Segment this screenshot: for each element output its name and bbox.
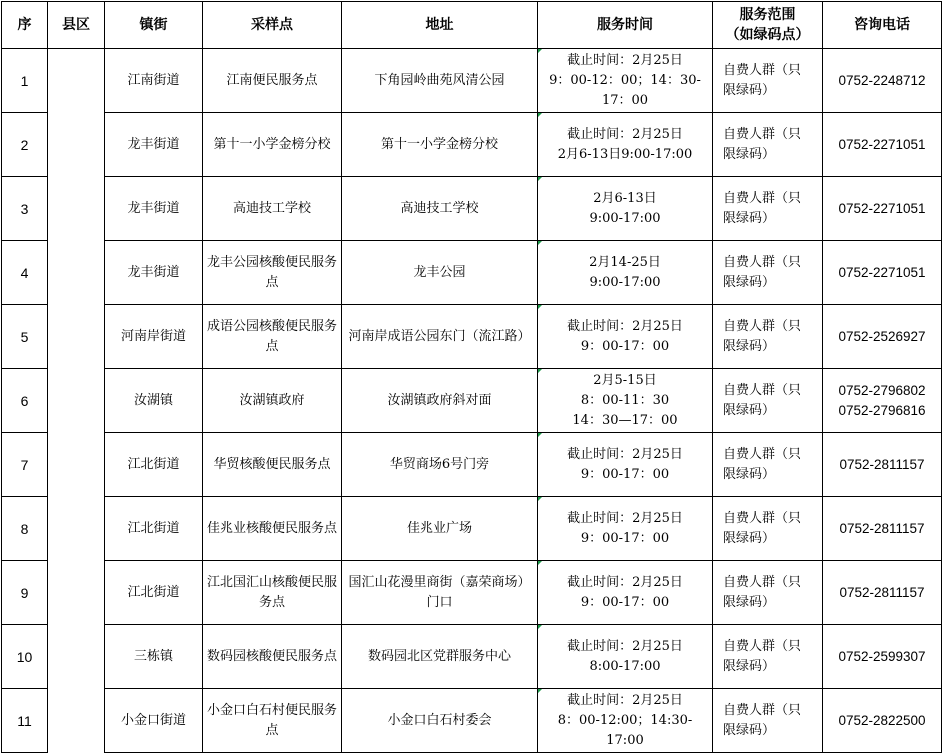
hours-line: 截止时间：2月25日 — [567, 638, 683, 654]
hours-line: 截止时间：2月25日 — [567, 126, 683, 142]
header-scope-line1: 服务范围 — [739, 7, 796, 23]
phone-line: 0752-2599307 — [838, 648, 926, 664]
header-site: 采样点 — [203, 2, 342, 49]
cell-town: 三栋镇 — [105, 625, 203, 689]
cell-scope — [713, 497, 823, 561]
cell-site: 高迪技工学校 — [203, 177, 342, 241]
header-town: 镇街 — [105, 2, 203, 49]
cell-hours — [538, 689, 713, 753]
phone-line: 0752-2271051 — [838, 200, 926, 216]
header-row — [2, 2, 942, 49]
scope-line: 限绿码） — [723, 146, 776, 162]
cell-town: 江北街道 — [105, 433, 203, 497]
cell-phone — [823, 241, 942, 305]
cell-seq: 9 — [2, 561, 48, 625]
phone-line: 0752-2271051 — [838, 136, 926, 152]
cell-hours — [538, 561, 713, 625]
cell-scope — [713, 433, 823, 497]
cell-site: 华贸核酸便民服务点 — [203, 433, 342, 497]
cell-hours — [538, 305, 713, 369]
scope-line: 自费人群（只 — [723, 382, 802, 398]
scope-line: 限绿码） — [723, 82, 776, 98]
header-address: 地址 — [342, 2, 538, 49]
phone-line: 0752-2248712 — [838, 72, 926, 88]
cell-site: 第十一小学金榜分校 — [203, 113, 342, 177]
phone-line: 0752-2526927 — [838, 328, 926, 344]
phone-line: 0752-2811157 — [839, 584, 925, 600]
hours-line: 截止时间：2月25日 — [567, 574, 683, 590]
cell-town: 小金口街道 — [105, 689, 203, 753]
hours-line: 2月6-13日9:00-17:00 — [557, 146, 693, 162]
cell-address: 龙丰公园 — [342, 241, 538, 305]
cell-address: 高迪技工学校 — [342, 177, 538, 241]
phone-line: 0752-2811157 — [839, 456, 925, 472]
cell-town: 龙丰街道 — [105, 113, 203, 177]
table-row — [2, 113, 942, 177]
hours-line: 截止时间：2月25日 — [567, 510, 683, 526]
cell-town: 汝湖镇 — [105, 369, 203, 433]
cell-seq: 3 — [2, 177, 48, 241]
cell-town: 龙丰街道 — [105, 177, 203, 241]
hours-line: 9：00-17：00 — [580, 594, 670, 610]
cell-town: 江北街道 — [105, 561, 203, 625]
table-row — [2, 497, 942, 561]
cell-seq: 10 — [2, 625, 48, 689]
cell-phone — [823, 305, 942, 369]
table-row — [2, 177, 942, 241]
scope-line: 限绿码） — [723, 338, 776, 354]
cell-seq: 11 — [2, 689, 48, 753]
cell-phone — [823, 497, 942, 561]
scope-line: 限绿码） — [723, 466, 776, 482]
table-row — [2, 369, 942, 433]
cell-scope — [713, 689, 823, 753]
header-county: 县区 — [48, 2, 105, 49]
scope-line: 限绿码） — [723, 658, 776, 674]
header-scope — [713, 2, 823, 49]
cell-site: 江南便民服务点 — [203, 49, 342, 113]
cell-address: 数码园北区党群服务中心 — [342, 625, 538, 689]
hours-line: 截止时间：2月25日 — [567, 692, 683, 708]
cell-seq: 6 — [2, 369, 48, 433]
phone-line: 0752-2796802 — [838, 382, 926, 398]
cell-scope — [713, 49, 823, 113]
table-row — [2, 305, 942, 369]
hours-line: 2月14-25日 — [589, 254, 661, 270]
cell-address: 佳兆业广场 — [342, 497, 538, 561]
scope-line: 限绿码） — [723, 210, 776, 226]
cell-phone — [823, 177, 942, 241]
cell-phone — [823, 433, 942, 497]
hours-line: 9：00-17：00 — [580, 466, 670, 482]
hours-line: 截止时间：2月25日 — [567, 446, 683, 462]
table-row — [2, 625, 942, 689]
scope-line: 限绿码） — [723, 594, 776, 610]
cell-seq: 2 — [2, 113, 48, 177]
cell-site: 龙丰公园核酸便民服务点 — [203, 241, 342, 305]
scope-line: 自费人群（只 — [723, 702, 802, 718]
cell-scope — [713, 369, 823, 433]
hours-line: 8：00-11：30 — [580, 392, 670, 408]
table-body — [2, 49, 942, 753]
hours-line: 截止时间：2月25日 — [567, 318, 683, 334]
cell-address: 河南岸成语公园东门（流江路） — [342, 305, 538, 369]
scope-line: 限绿码） — [723, 722, 776, 738]
scope-line: 限绿码） — [723, 274, 776, 290]
cell-phone — [823, 369, 942, 433]
cell-phone — [823, 625, 942, 689]
cell-hours — [538, 369, 713, 433]
hours-line: 9：00-17：00 — [580, 338, 670, 354]
scope-line: 自费人群（只 — [723, 638, 802, 654]
cell-seq: 7 — [2, 433, 48, 497]
cell-scope — [713, 625, 823, 689]
scope-line: 自费人群（只 — [723, 126, 802, 142]
cell-county — [48, 49, 105, 753]
cell-hours — [538, 497, 713, 561]
cell-phone — [823, 49, 942, 113]
header-scope-line2: （如绿码点） — [725, 27, 810, 43]
hours-line: 截止时间：2月25日 — [567, 52, 683, 68]
hours-line: 9：00-17：00 — [580, 530, 670, 546]
cell-town: 龙丰街道 — [105, 241, 203, 305]
cell-hours — [538, 433, 713, 497]
phone-line: 0752-2822500 — [838, 712, 926, 728]
table-row — [2, 689, 942, 753]
scope-line: 限绿码） — [723, 530, 776, 546]
cell-phone — [823, 561, 942, 625]
hours-line: 9:00-17:00 — [589, 274, 661, 290]
phone-line: 0752-2811157 — [839, 520, 925, 536]
cell-hours — [538, 49, 713, 113]
cell-seq: 8 — [2, 497, 48, 561]
cell-hours — [538, 113, 713, 177]
scope-line: 自费人群（只 — [723, 510, 802, 526]
cell-address: 小金口白石村委会 — [342, 689, 538, 753]
cell-seq: 4 — [2, 241, 48, 305]
table-row — [2, 561, 942, 625]
scope-line: 自费人群（只 — [723, 318, 802, 334]
cell-phone — [823, 689, 942, 753]
cell-scope — [713, 561, 823, 625]
phone-line: 0752-2796816 — [838, 402, 926, 418]
cell-address: 第十一小学金榜分校 — [342, 113, 538, 177]
table-row — [2, 49, 942, 113]
table-row — [2, 433, 942, 497]
cell-address: 汝湖镇政府斜对面 — [342, 369, 538, 433]
cell-site: 小金口白石村便民服务点 — [203, 689, 342, 753]
cell-site: 汝湖镇政府 — [203, 369, 342, 433]
cell-site: 成语公园核酸便民服务点 — [203, 305, 342, 369]
cell-hours — [538, 241, 713, 305]
cell-scope — [713, 177, 823, 241]
cell-scope — [713, 113, 823, 177]
hours-line: 17:00 — [606, 732, 644, 748]
hours-line: 9：00-12：00；14：30- — [549, 72, 701, 88]
header-hours: 服务时间 — [538, 2, 713, 49]
cell-seq: 5 — [2, 305, 48, 369]
header-phone: 咨询电话 — [823, 2, 942, 49]
cell-town: 江北街道 — [105, 497, 203, 561]
hours-line: 8：00-12:00；14:30- — [557, 712, 693, 728]
cell-scope — [713, 241, 823, 305]
cell-address: 下角园岭曲苑风清公园 — [342, 49, 538, 113]
scope-line: 自费人群（只 — [723, 62, 802, 78]
cell-scope — [713, 305, 823, 369]
sampling-sites-table — [1, 1, 942, 753]
hours-line: 2月5-15日 — [593, 372, 657, 388]
table-row — [2, 241, 942, 305]
cell-address: 国汇山花漫里商街（嘉荣商场）门口 — [342, 561, 538, 625]
scope-line: 自费人群（只 — [723, 254, 802, 270]
scope-line: 自费人群（只 — [723, 574, 802, 590]
cell-site: 佳兆业核酸便民服务点 — [203, 497, 342, 561]
cell-address: 华贸商场6号门旁 — [342, 433, 538, 497]
scope-line: 自费人群（只 — [723, 446, 802, 462]
cell-town: 河南岸街道 — [105, 305, 203, 369]
scope-line: 自费人群（只 — [723, 190, 802, 206]
cell-seq: 1 — [2, 49, 48, 113]
hours-line: 8:00-17:00 — [589, 658, 661, 674]
hours-line: 9:00-17:00 — [589, 210, 661, 226]
cell-hours — [538, 625, 713, 689]
hours-line: 17：00 — [601, 92, 649, 108]
header-seq: 序 — [2, 2, 48, 49]
cell-phone — [823, 113, 942, 177]
hours-line: 14：30—17：00 — [572, 412, 678, 428]
scope-line: 限绿码） — [723, 402, 776, 418]
cell-site: 江北国汇山核酸便民服务点 — [203, 561, 342, 625]
cell-town: 江南街道 — [105, 49, 203, 113]
cell-hours — [538, 177, 713, 241]
hours-line: 2月6-13日 — [593, 190, 657, 206]
cell-site: 数码园核酸便民服务点 — [203, 625, 342, 689]
phone-line: 0752-2271051 — [838, 264, 926, 280]
